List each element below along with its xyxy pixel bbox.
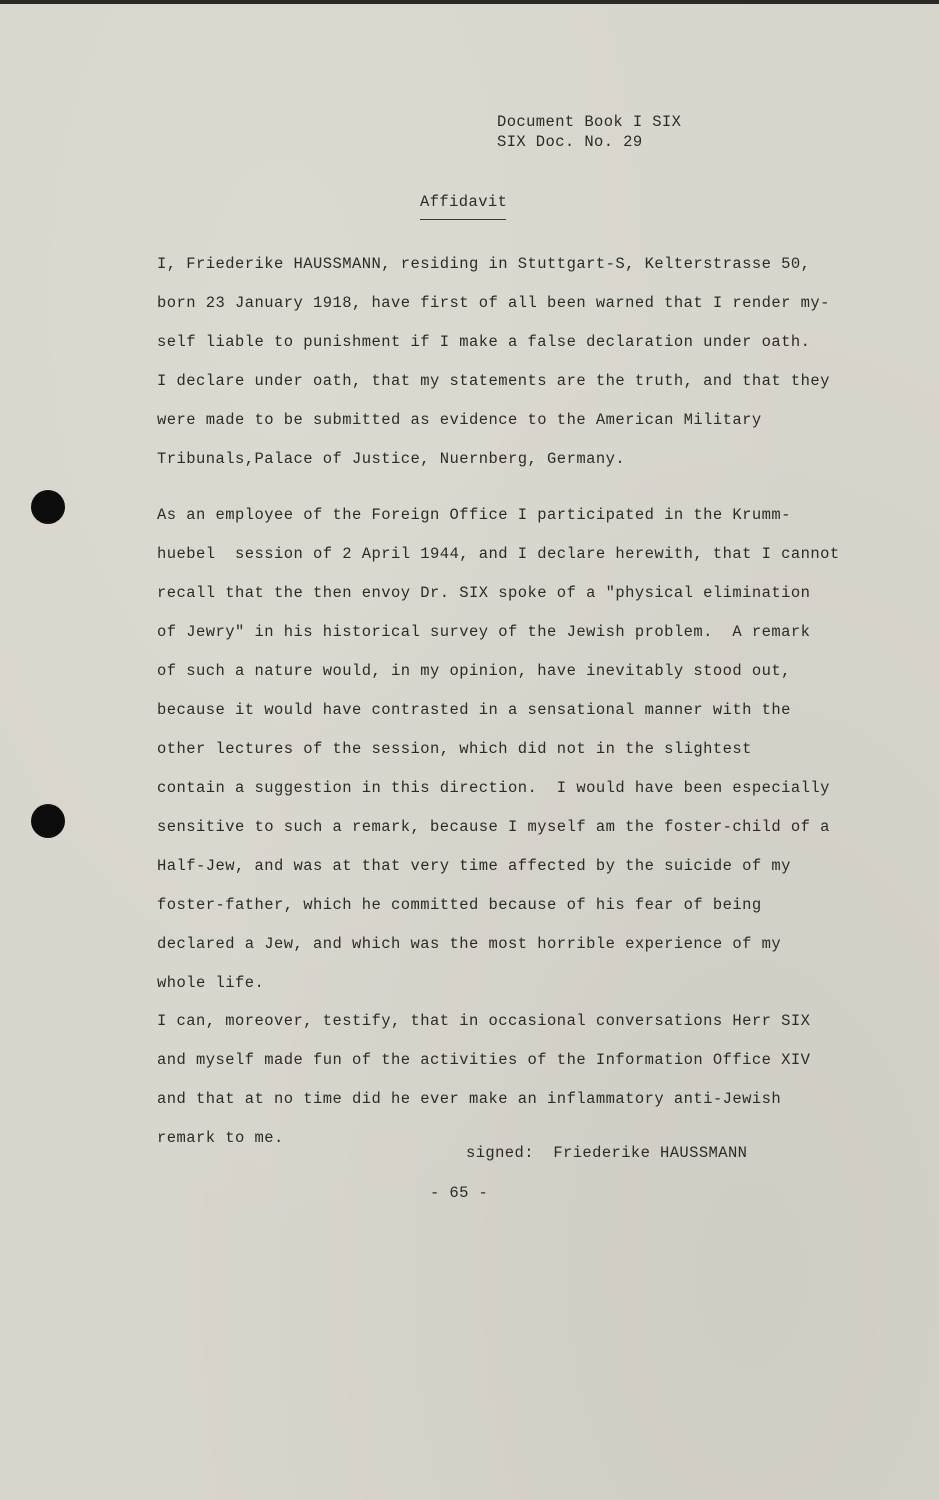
document-title: Affidavit	[420, 193, 508, 211]
text-line: of Jewry" in his historical survey of the Jewish problem. A remark	[157, 623, 811, 641]
text-line: I declare under oath, that my statements are the truth, and that they	[157, 372, 830, 390]
text-line: Tribunals,Palace of Justice, Nuernberg, Germany.	[157, 450, 626, 468]
text-line: huebel session of 2 April 1944, and I declare herewith, that I cannot	[157, 545, 840, 563]
paragraph-declaration	[157, 245, 837, 479]
text-line: declared a Jew, and which was the most horrible experience of my	[157, 935, 782, 953]
title-underline	[420, 219, 506, 220]
signature-line: signed: Friederike HAUSSMANN	[466, 1144, 748, 1162]
text-line: sensitive to such a remark, because I myself am the foster-child of a	[157, 818, 830, 836]
text-line: contain a suggestion in this direction. I would have been especially	[157, 779, 830, 797]
text-line: born 23 January 1918, have first of all been warned that I render my-	[157, 294, 830, 312]
page-number: - 65 -	[430, 1184, 489, 1202]
text-line: remark to me.	[157, 1129, 284, 1147]
text-line: because it would have contrasted in a sensational manner with the	[157, 701, 791, 719]
punch-hole-lower	[31, 804, 65, 838]
page-top-edge	[0, 0, 939, 4]
text-line: whole life.	[157, 974, 265, 992]
header-book-line: Document Book I SIX	[497, 113, 682, 131]
punch-hole-upper	[31, 490, 65, 524]
text-line: and myself made fun of the activities of the Information Office XIV	[157, 1051, 811, 1069]
text-line: As an employee of the Foreign Office I participated in the Krumm-	[157, 506, 791, 524]
text-line: were made to be submitted as evidence to the American Military	[157, 411, 762, 429]
text-line: of such a nature would, in my opinion, have inevitably stood out,	[157, 662, 791, 680]
text-line: I can, moreover, testify, that in occasional conversations Herr SIX	[157, 1012, 811, 1030]
text-line: foster-father, which he committed because of his fear of being	[157, 896, 762, 914]
paragraph-testimony	[157, 496, 840, 1003]
header-doc-number-line: SIX Doc. No. 29	[497, 133, 643, 151]
paragraph-conversations	[157, 1002, 837, 1158]
text-line: I, Friederike HAUSSMANN, residing in Stuttgart-S, Kelterstrasse 50,	[157, 255, 811, 273]
text-line: self liable to punishment if I make a false declaration under oath.	[157, 333, 811, 351]
text-line: recall that the then envoy Dr. SIX spoke of a "physical elimination	[157, 584, 811, 602]
text-line: Half-Jew, and was at that very time affected by the suicide of my	[157, 857, 791, 875]
text-line: and that at no time did he ever make an inflammatory anti-Jewish	[157, 1090, 782, 1108]
text-line: other lectures of the session, which did not in the slightest	[157, 740, 752, 758]
document-header	[497, 112, 681, 152]
